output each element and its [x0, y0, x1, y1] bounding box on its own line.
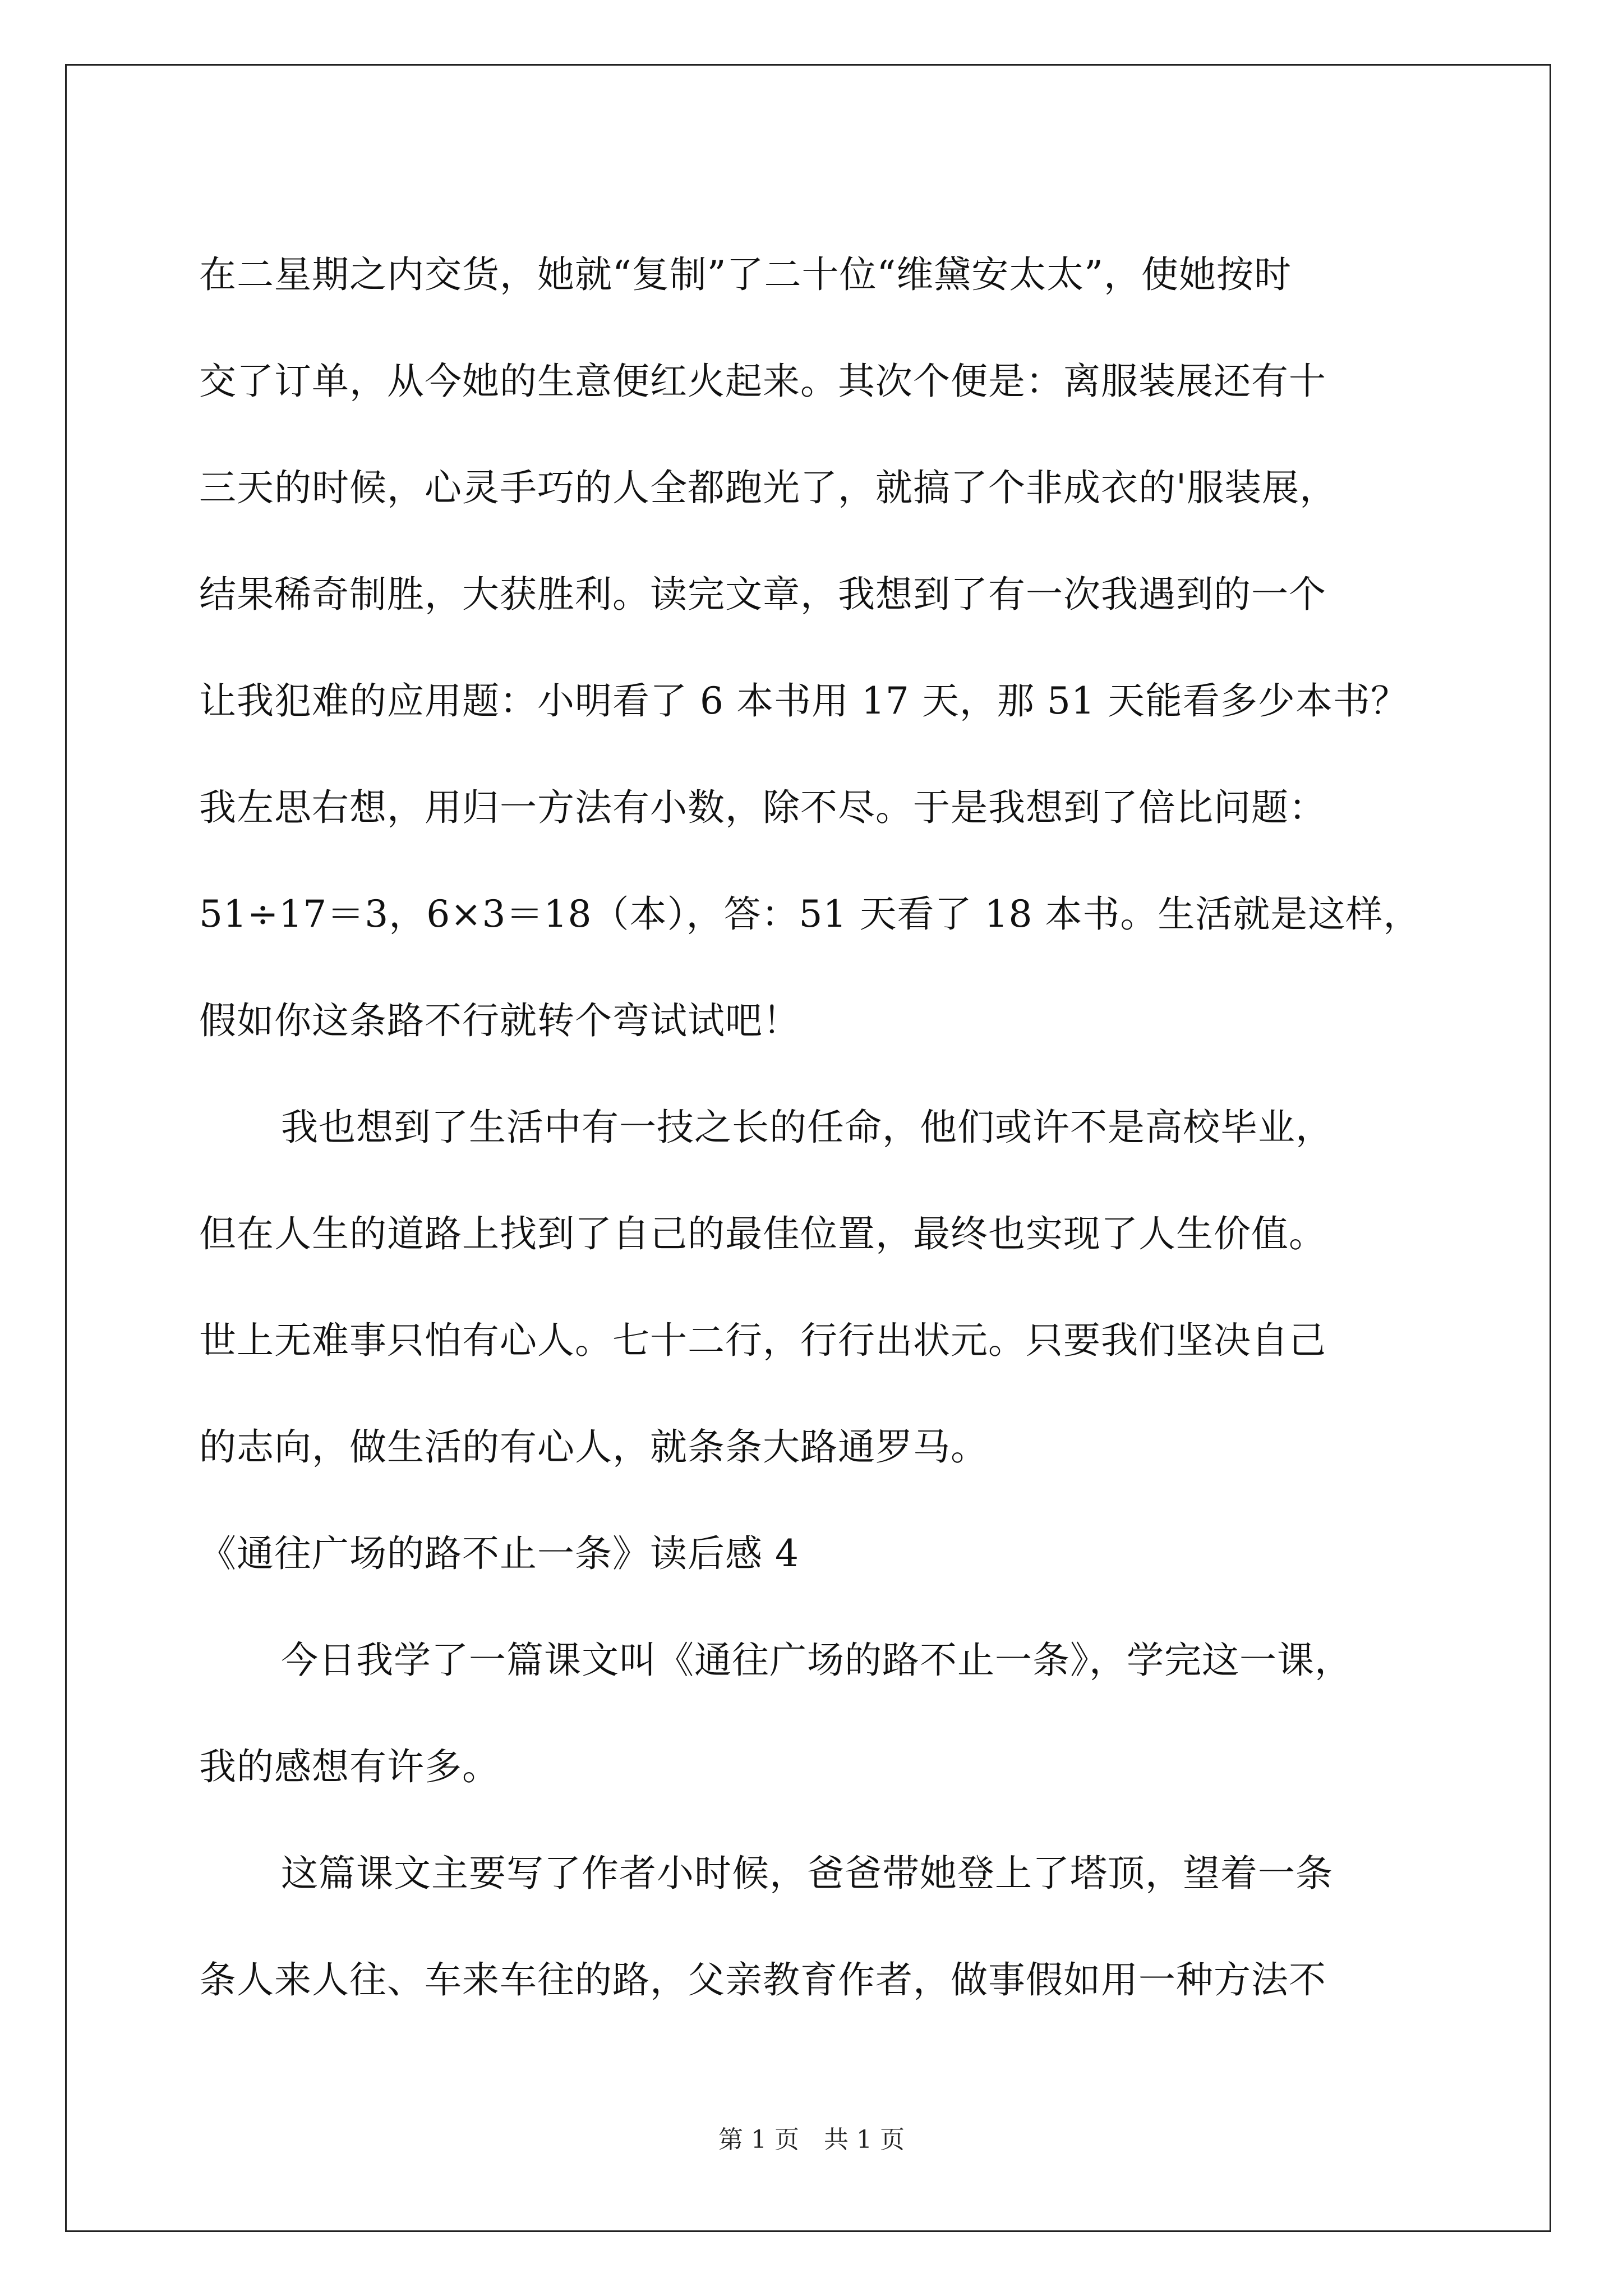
- text-line-8: 假如你这条路不行就转个弯试试吧！: [199, 999, 800, 1042]
- text-line-7: 51÷17＝3，6×3＝18（本），答：51 天看了 18 本书。生活就是这样，: [199, 892, 1421, 936]
- section-heading: 《通往广场的路不止一条》读后感 4: [199, 1532, 799, 1575]
- text-line-2: 交了订单，从今她的生意便红火起来。其次个便是：离服装展还有十: [199, 360, 1326, 403]
- text-line-15: 我的感想有许多。: [199, 1745, 500, 1788]
- text-line-16: 这篇课文主要写了作者小时候，爸爸带她登上了塔顶，望着一条: [281, 1852, 1333, 1895]
- text-line-9: 我也想到了生活中有一技之长的任命，他们或许不是高校毕业，: [281, 1106, 1333, 1149]
- text-line-12: 的志向，做生活的有心人，就条条大路通罗马。: [199, 1425, 988, 1469]
- text-line-4: 结果稀奇制胜，大获胜利。读完文章，我想到了有一次我遇到的一个: [199, 573, 1326, 616]
- text-line-17: 条人来人往、车来车往的路，父亲教育作者，做事假如用一种方法不: [199, 1958, 1326, 2001]
- text-line-5: 让我犯难的应用题：小明看了 6 本书用 17 天，那 51 天能看多少本书？: [199, 679, 1408, 723]
- text-line-10: 但在人生的道路上找到了自己的最佳位置，最终也实现了人生价值。: [199, 1212, 1326, 1255]
- text-line-11: 世上无难事只怕有心人。七十二行，行行出状元。只要我们坚决自己: [199, 1319, 1326, 1362]
- text-line-3: 三天的时候，心灵手巧的人全都跑光了，就搞了个非成衣的'服装展，: [199, 466, 1338, 509]
- text-line-14: 今日我学了一篇课文叫《通往广场的路不止一条》，学完这一课，: [281, 1639, 1352, 1682]
- text-line-1: 在二星期之内交货，她就“复制”了二十位“维黛安太太”，使她按时: [199, 253, 1292, 296]
- text-line-6: 我左思右想，用归一方法有小数，除不尽。于是我想到了倍比问题：: [199, 786, 1326, 829]
- page-number-footer: 第 1 页 共 1 页: [718, 2125, 905, 2154]
- document-body: [199, 222, 1467, 2033]
